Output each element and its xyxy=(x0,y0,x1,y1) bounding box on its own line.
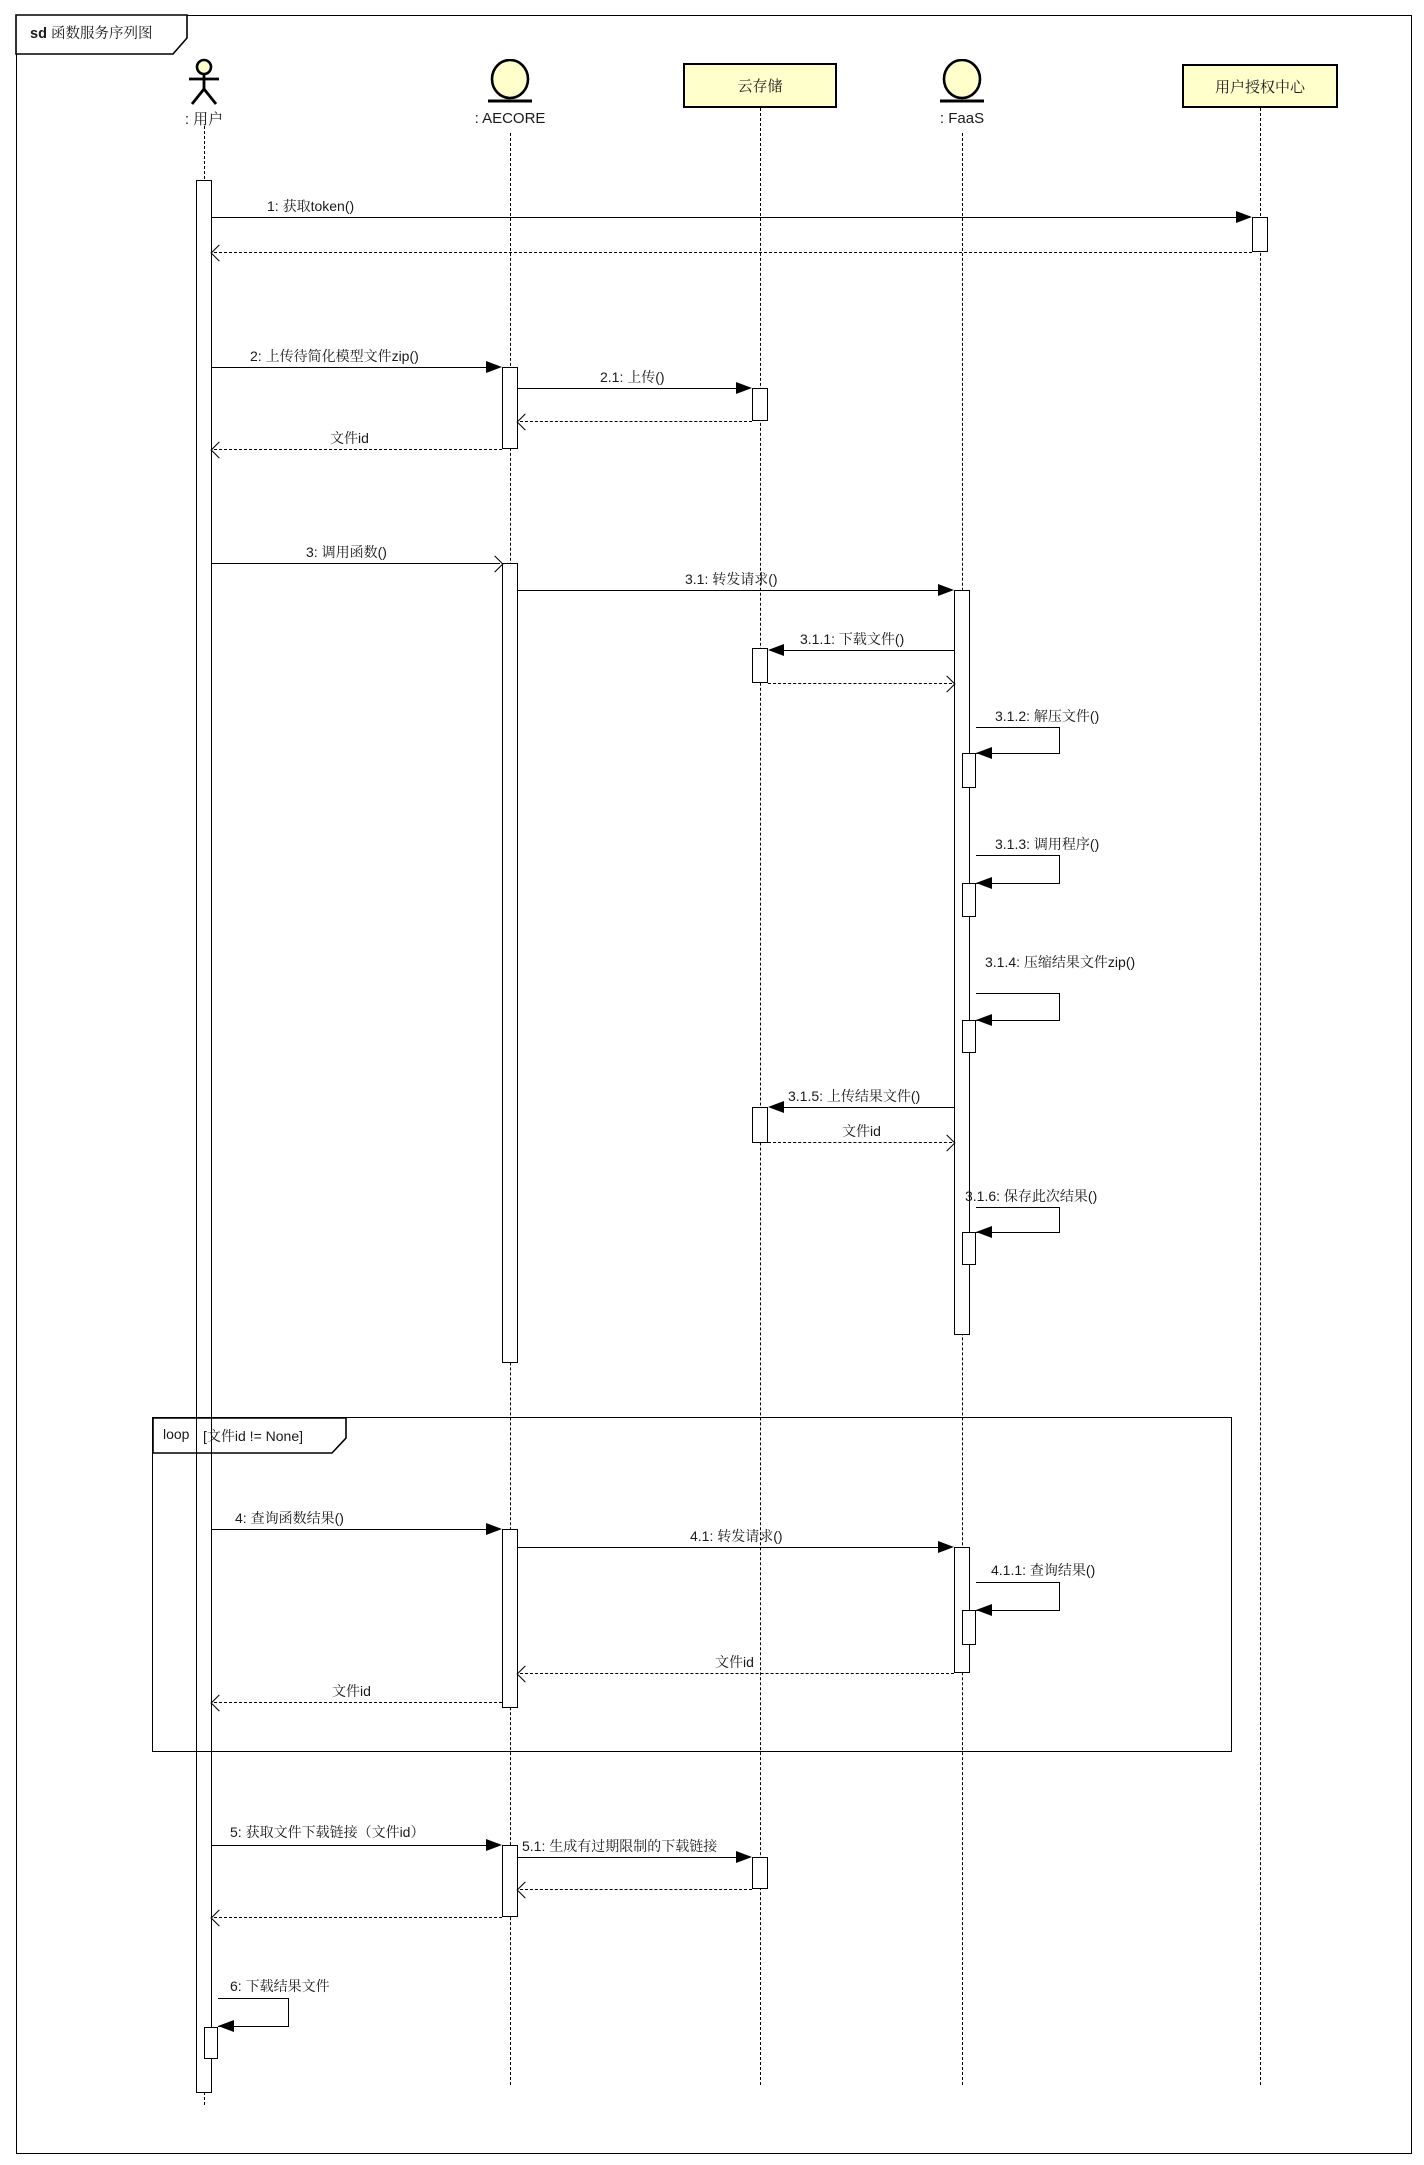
activation-faas-nested-4 xyxy=(962,1232,976,1265)
activation-aecore-4 xyxy=(502,1845,518,1917)
message-3-1-arrowhead xyxy=(938,584,954,596)
message-3-1-line xyxy=(518,590,940,591)
message-3-1-1-arrowhead xyxy=(768,644,784,656)
activation-cloud-3 xyxy=(752,1107,768,1143)
message-3-label: 3: 调用函数() xyxy=(306,544,387,560)
return-4-label: 文件id xyxy=(332,1683,371,1699)
message-2-1-label: 2.1: 上传() xyxy=(600,369,665,385)
message-4-1-1-label: 4.1.1: 查询结果() xyxy=(991,1562,1096,1578)
activation-faas-nested-3 xyxy=(962,1020,976,1053)
return-2-1-line xyxy=(520,421,752,422)
return-3-1-5-label: 文件id xyxy=(842,1123,881,1139)
message-3-1-5-arrowhead xyxy=(768,1101,784,1113)
message-3-1-1-label: 3.1.1: 下载文件() xyxy=(800,631,905,647)
message-6-label: 6: 下载结果文件 xyxy=(230,1978,330,1994)
lifeline-line-auth xyxy=(1260,108,1261,2085)
message-1-line xyxy=(212,217,1238,218)
activation-cloud-2 xyxy=(752,648,768,683)
message-6-selfline xyxy=(218,1998,289,2027)
lifeline-label-user: : 用户 xyxy=(184,111,224,128)
message-1-label: 1: 获取token() xyxy=(267,198,355,214)
lifeline-label-auth: 用户授权中心 xyxy=(1214,78,1305,96)
activation-cloud-1 xyxy=(752,388,768,421)
message-3-1-1-line xyxy=(784,650,954,651)
message-4-line xyxy=(212,1529,488,1530)
message-4-label: 4: 查询函数结果() xyxy=(235,1510,344,1526)
message-5-line xyxy=(212,1845,488,1846)
title-keyword: sd xyxy=(30,26,47,42)
lifeline-label-aecore: : AECORE xyxy=(474,110,546,127)
message-3-1-label: 3.1: 转发请求() xyxy=(685,571,778,587)
return-2-line xyxy=(214,449,502,450)
activation-auth-1 xyxy=(1252,217,1268,252)
message-2-1-arrowhead xyxy=(736,382,752,394)
activation-faas-1 xyxy=(954,590,970,1335)
return-3-1-1-line xyxy=(768,683,952,684)
return-4-line xyxy=(214,1702,502,1703)
message-4-arrowhead xyxy=(486,1523,502,1535)
message-2-1-line xyxy=(518,388,738,389)
return-3-1-5-line xyxy=(768,1142,952,1143)
return-4-1-line xyxy=(520,1673,954,1674)
message-3-line xyxy=(212,563,500,564)
lifeline-label-cloud: 云存储 xyxy=(737,78,783,95)
message-3-1-2-label: 3.1.2: 解压文件() xyxy=(995,708,1100,724)
activation-faas-nested-2 xyxy=(962,883,976,917)
message-4-1-label: 4.1: 转发请求() xyxy=(690,1528,783,1544)
title-name: 函数服务序列图 xyxy=(50,26,153,42)
message-3-1-3-selfline xyxy=(976,855,1060,884)
message-1-arrowhead xyxy=(1236,211,1252,223)
message-5-arrowhead xyxy=(486,1839,502,1851)
message-3-1-6-label: 3.1.6: 保存此次结果() xyxy=(965,1188,1098,1204)
diagram-frame xyxy=(16,15,1412,2154)
message-3-1-4-selfline xyxy=(976,993,1060,1021)
entity-icon-faas xyxy=(938,59,986,106)
message-5-label: 5: 获取文件下载链接（文件id） xyxy=(230,1824,425,1840)
message-3-1-3-label: 3.1.3: 调用程序() xyxy=(995,836,1100,852)
return-4-1-label: 文件id xyxy=(715,1654,754,1670)
message-3-1-2-selfline xyxy=(976,727,1060,754)
activation-user-main xyxy=(196,180,212,2093)
activation-aecore-2 xyxy=(502,563,518,1363)
activation-cloud-4 xyxy=(752,1857,768,1889)
return-1-line xyxy=(214,252,1252,253)
message-2-arrowhead xyxy=(486,361,502,373)
message-4-1-line xyxy=(518,1547,940,1548)
message-2-line xyxy=(212,367,488,368)
activation-faas-nested-1 xyxy=(962,753,976,788)
lifeline-label-faas: : FaaS xyxy=(939,110,985,127)
return-5-line xyxy=(214,1917,502,1918)
message-5-1-arrowhead xyxy=(736,1851,752,1863)
message-3-1-6-selfline xyxy=(976,1207,1060,1233)
activation-user-nested xyxy=(204,2027,218,2059)
message-5-1-label: 5.1: 生成有过期限制的下载链接 xyxy=(522,1838,718,1854)
participant-box-auth xyxy=(1182,64,1338,108)
participant-box-cloud xyxy=(683,63,837,108)
message-3-1-5-label: 3.1.5: 上传结果文件() xyxy=(788,1088,921,1104)
message-4-1-1-selfline xyxy=(976,1582,1060,1611)
return-2-label: 文件id xyxy=(330,430,369,446)
return-5-1-line xyxy=(520,1889,752,1890)
message-3-1-4-label: 3.1.4: 压缩结果文件zip() xyxy=(985,954,1136,970)
entity-icon-aecore xyxy=(486,59,534,106)
activation-aecore-1 xyxy=(502,367,518,449)
message-5-1-line xyxy=(518,1857,738,1858)
message-3-1-5-line xyxy=(784,1107,954,1108)
loop-operator-label: loop xyxy=(163,1426,190,1442)
diagram-title xyxy=(30,22,152,43)
message-4-1-arrowhead xyxy=(938,1541,954,1553)
actor-icon xyxy=(184,58,224,110)
loop-guard-label: [文件id != None] xyxy=(203,1428,303,1444)
message-2-label: 2: 上传待简化模型文件zip() xyxy=(250,348,419,364)
